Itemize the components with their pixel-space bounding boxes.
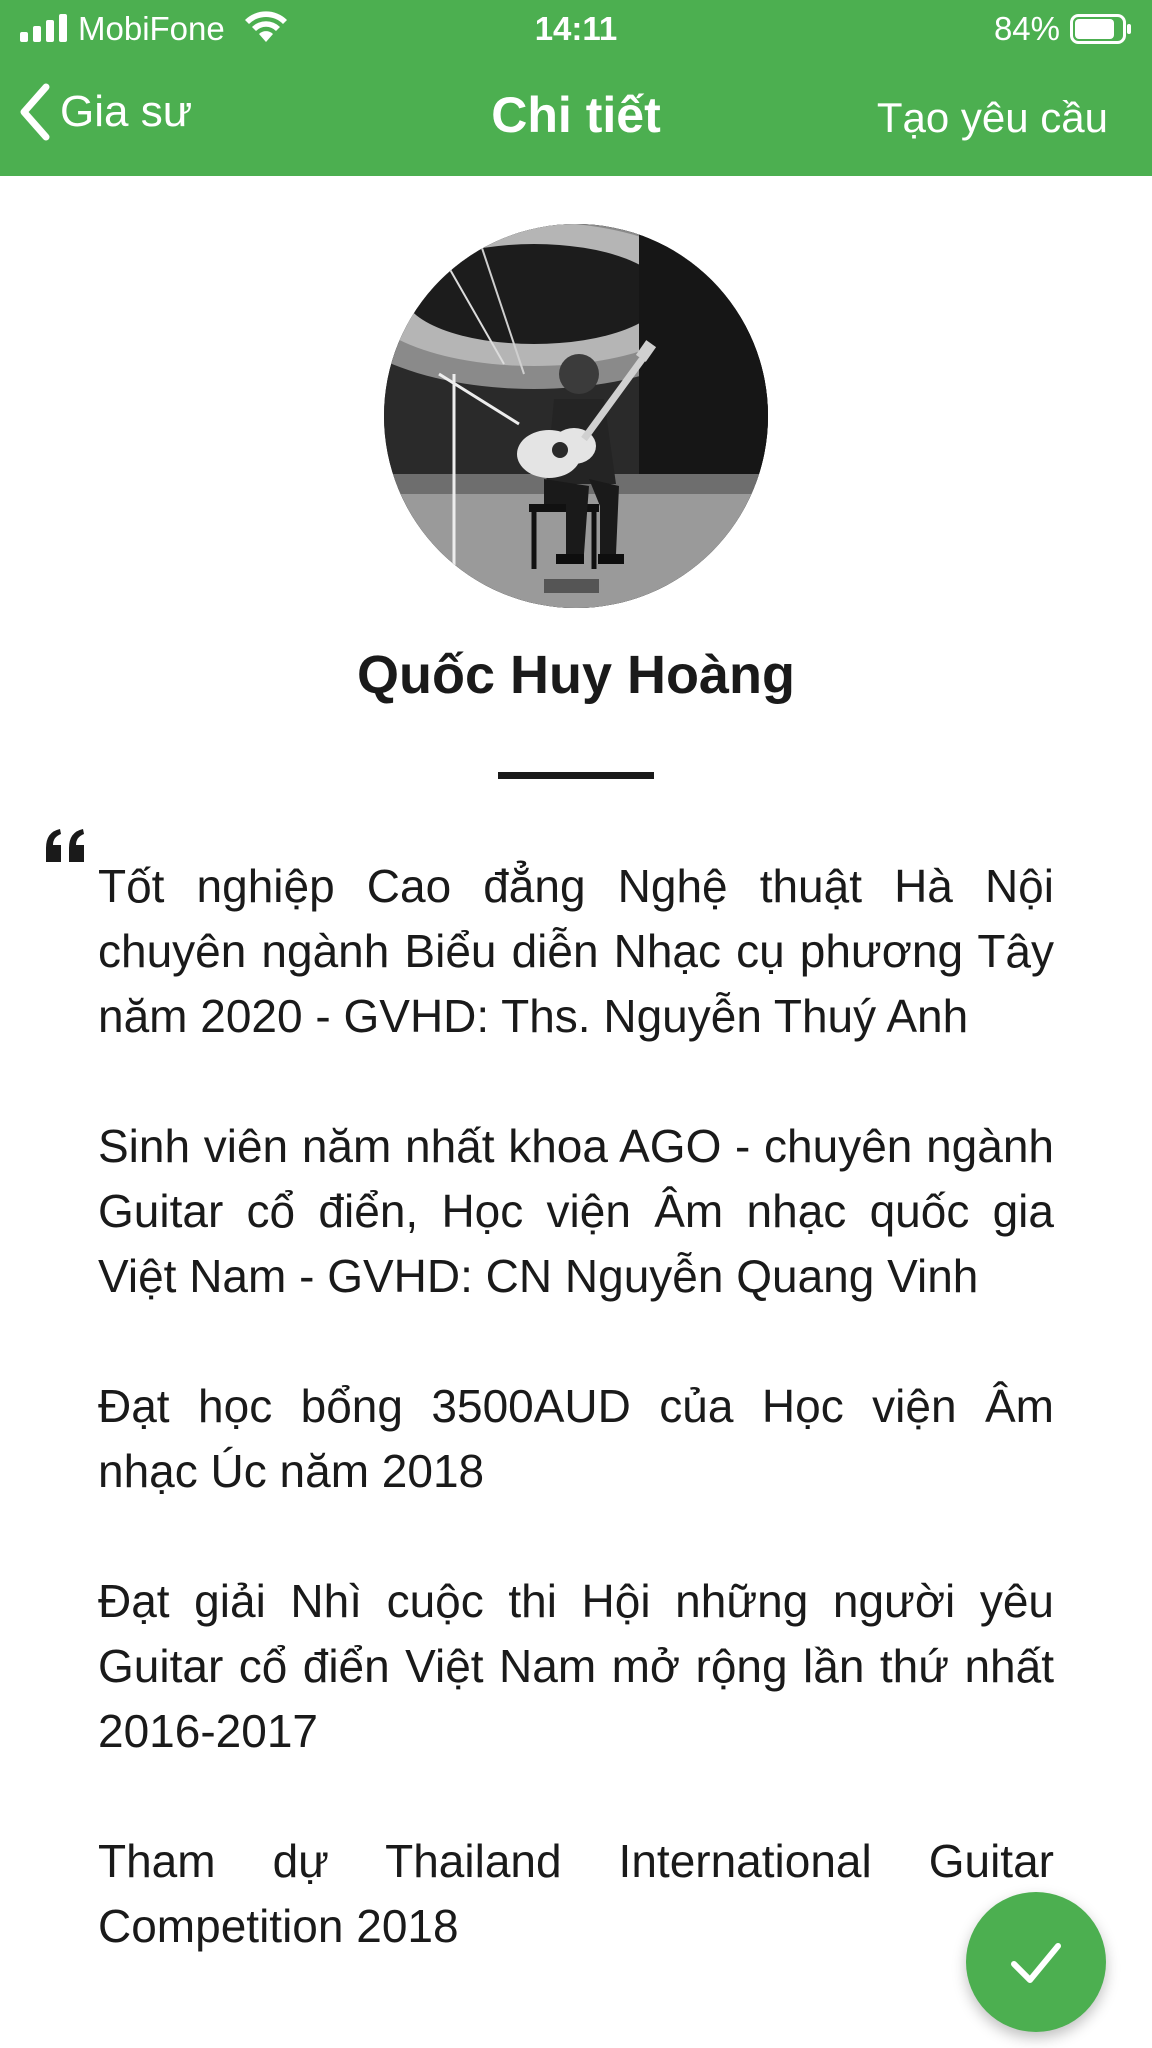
tutor-name: Quốc Huy Hoàng	[356, 645, 795, 705]
battery-percent: 84%	[993, 10, 1060, 47]
status-bar	[0, 0, 1152, 56]
back-label: Gia sư	[60, 87, 193, 136]
bio-paragraph: Đạt học bổng 3500AUD của Học viện Âm nhạc Úc năm 2018	[98, 1380, 1054, 1497]
navigation-bar	[0, 56, 1152, 176]
checkmark-icon	[1004, 1930, 1068, 1994]
status-time: 14:11	[534, 10, 618, 47]
create-request-button[interactable]: Tạo yêu cầu	[876, 94, 1108, 141]
bio-paragraph: Tốt nghiệp Cao đẳng Nghệ thuật Hà Nội chuyên ngành Biểu diễn Nhạc cụ phương Tây năm 2020 - GVHD: Ths. Nguyễn Thuý Anh	[98, 860, 1054, 1042]
chevron-left-icon	[18, 83, 52, 141]
back-button[interactable]	[18, 80, 192, 144]
carrier-name: MobiFone	[78, 10, 225, 47]
avatar	[384, 224, 768, 608]
confirm-fab-button[interactable]	[966, 1892, 1106, 2032]
name-divider	[498, 772, 654, 779]
tutor-photo	[384, 224, 768, 608]
app-header	[0, 0, 1152, 176]
bio-paragraph: Đạt giải Nhì cuộc thi Hội những người yêu Guitar cổ điển Việt Nam mở rộng lần thứ nhất 2016-2017	[98, 1575, 1054, 1757]
bio-paragraph: Tham dự Thailand International Guitar Competition 2018	[98, 1835, 1054, 1952]
bio-paragraph: Sinh viên năm nhất khoa AGO - chuyên ngành Guitar cổ điển, Học viện Âm nhạc quốc gia Việt Nam - GVHD: CN Nguyễn Quang Vinh	[98, 1120, 1054, 1302]
page-title: Chi tiết	[491, 87, 661, 143]
tutor-bio	[98, 854, 1054, 2024]
quote-icon	[44, 828, 88, 864]
battery-icon	[1070, 14, 1132, 44]
